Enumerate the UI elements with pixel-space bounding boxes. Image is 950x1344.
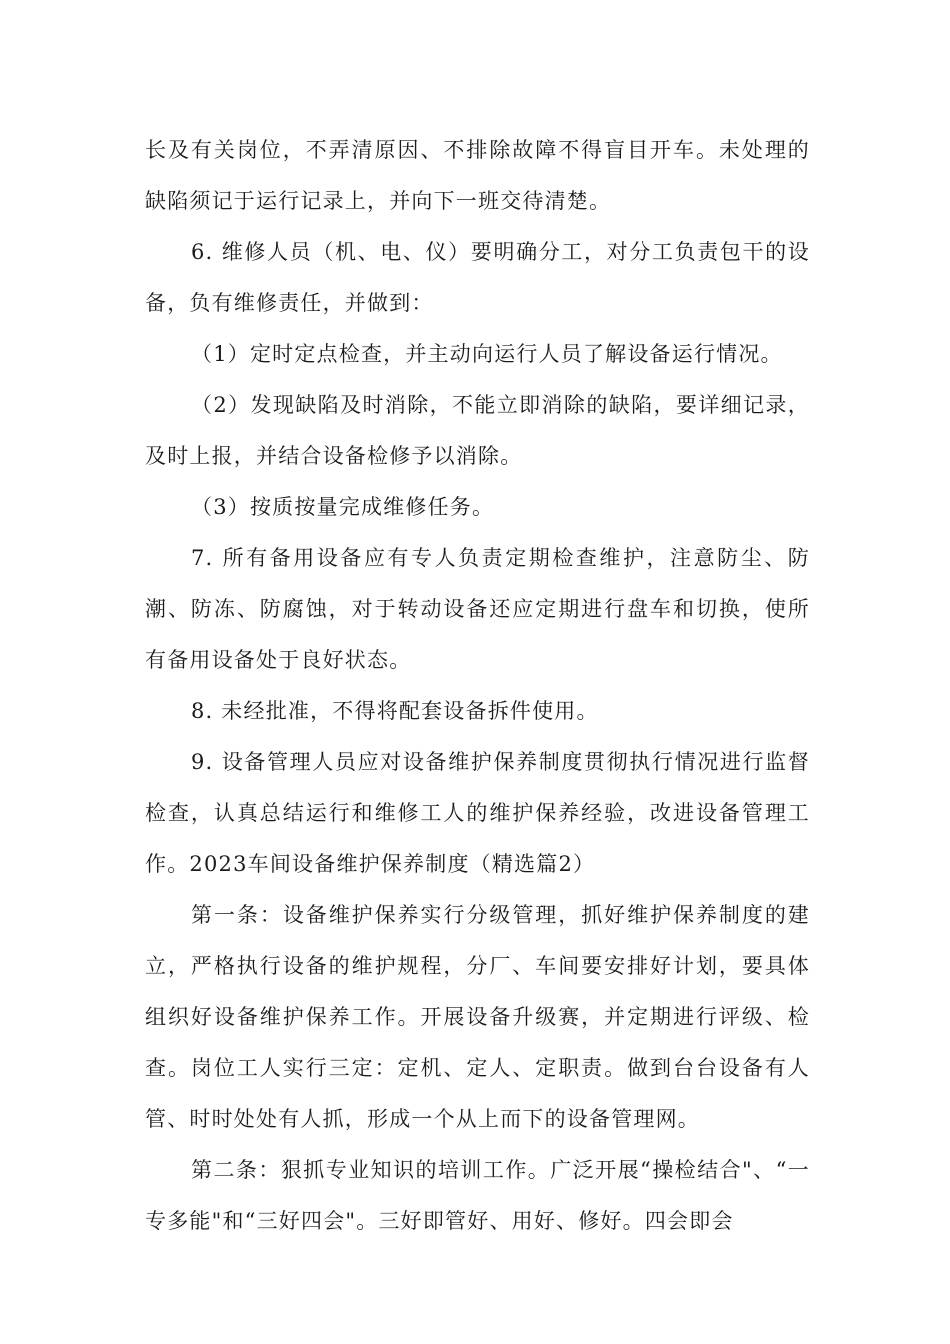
document-body — [145, 125, 810, 1247]
paragraph-item-9: 9. 设备管理人员应对设备维护保养制度贯彻执行情况进行监督检查，认真总结运行和维修工人的维护保养经验，改进设备管理工作。2023车间设备维护保养制度（精选篇2） — [145, 750, 810, 876]
paragraph-item-7: 7. 所有备用设备应有专人负责定期检查维护，注意防尘、防潮、防冻、防腐蚀，对于转动设备还应定期进行盘车和切换，使所有备用设备处于良好状态。 — [145, 546, 810, 672]
paragraph-1: 长及有关岗位，不弄清原因、不排除故障不得盲目开车。未处理的缺陷须记于运行记录上，并向下一班交待清楚。 — [145, 138, 810, 213]
paragraph-subitem-3: （3）按质按量完成维修任务。 — [191, 495, 495, 519]
paragraph-subitem-2: （2）发现缺陷及时消除，不能立即消除的缺陷，要详细记录，及时上报，并结合设备检修予以消除。 — [145, 393, 810, 468]
paragraph-article-1: 第一条：设备维护保养实行分级管理，抓好维护保养制度的建立，严格执行设备的维护规程，分厂、车间要安排好计划，要具体组织好设备维护保养工作。开展设备升级赛，并定期进行评级、检查。岗位工人实行三定：定机、定人、定职责。做到台台设备有人管、时时处处有人抓，形成一个从上而下的设备管理网。 — [145, 903, 810, 1131]
paragraph-item-6: 6. 维修人员（机、电、仪）要明确分工，对分工负责包干的设备，负有维修责任，并做到： — [145, 240, 810, 315]
paragraph-article-2: 第二条：狠抓专业知识的培训工作。广泛开展“操检结合"、“一专多能"和“三好四会"。三好即管好、用好、修好。四会即会 — [145, 1158, 810, 1233]
paragraph-item-8: 8. 未经批准，不得将配套设备拆件使用。 — [191, 699, 599, 723]
paragraph-subitem-1: （1）定时定点检查，并主动向运行人员了解设备运行情况。 — [191, 342, 783, 366]
